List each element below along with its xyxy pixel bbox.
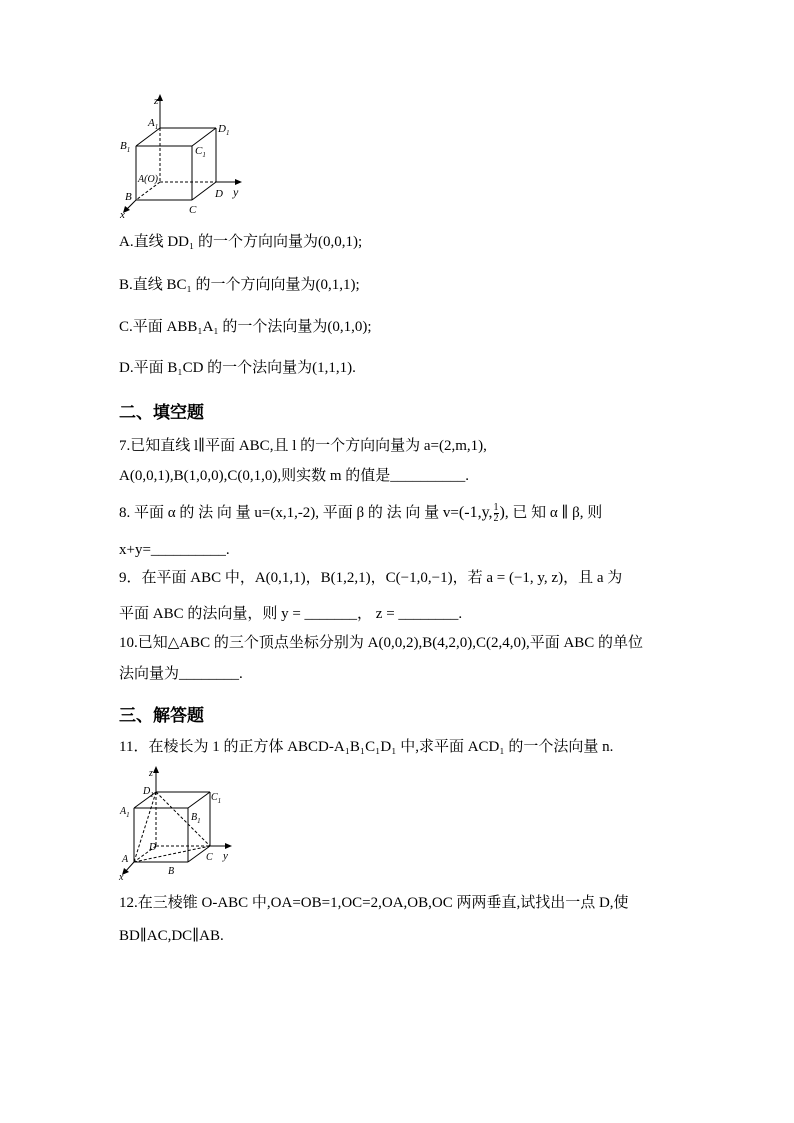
q11-line1: 11．在棱长为 1 的正方体 ABCD-A₁B₁C₁D₁ 中,求平面 ACD₁ 的一个法向量 n. xyxy=(119,739,614,755)
fig2-label-a1: $A_1$ xyxy=(120,806,130,819)
q8-line2: x+y=__________. xyxy=(119,542,230,558)
q8-vector: (-1,y, $\frac{1}{2}$ ) xyxy=(458,502,505,524)
q8-text-start: 8. 平面 α 的 法 向 量 u=(x,1,-2), 平面 β 的 法 向 量 v= xyxy=(119,505,459,522)
fig2-label-d: D xyxy=(149,842,157,853)
option-c: C.平面 ABB₁A₁ 的一个法向量为(0,1,0); xyxy=(119,319,372,335)
section-fill-in-title: 二、填空题 xyxy=(119,403,204,423)
cube-figure-1 xyxy=(112,92,252,222)
q9-line1: 9．在平面 ABC 中，A(0,1,1)，B(1,2,1)，C(−1,0,−1)，若 a = (−1, y, z)，且 a 为 xyxy=(119,570,623,586)
q7-line2: A(0,0,1),B(1,0,0),C(0,1,0),则实数 m 的值是__________. xyxy=(119,468,469,484)
q8-line1 xyxy=(119,503,602,524)
label-c: C xyxy=(189,204,197,216)
x-axis-label: x xyxy=(120,209,125,221)
section-solve-title: 三、解答题 xyxy=(119,706,204,726)
label-d: D xyxy=(215,188,223,200)
fig2-z-axis-label: z xyxy=(149,768,153,779)
option-a: A.直线 DD₁ 的一个方向向量为(0,0,1); xyxy=(119,234,363,250)
label-b: B xyxy=(125,191,132,203)
cube-figure-2 xyxy=(116,764,246,880)
fig2-x-axis-label: x xyxy=(119,872,124,880)
q12-line1: 12.在三棱锥 O-ABC 中,OA=OB=1,OC=2,OA,OB,OC 两两垂直,试找出一点 D,使 xyxy=(119,895,629,911)
fig2-label-c: C xyxy=(206,852,213,863)
fig2-label-b: B xyxy=(168,866,175,877)
q7-line1: 7.已知直线 l∥平面 ABC,且 l 的一个方向向量为 a=(2,m,1), xyxy=(119,438,487,454)
label-a-origin: A(O) xyxy=(138,174,158,185)
label-d1: $D_1$ xyxy=(218,123,230,137)
label-a1: $A_1$ xyxy=(148,117,159,131)
label-b1: $B_1$ xyxy=(120,140,131,154)
fig2-label-a: A xyxy=(122,854,129,865)
y-axis-label: y xyxy=(233,185,239,199)
option-d: D.平面 B₁CD 的一个法向量为(1,1,1). xyxy=(119,360,356,376)
label-c1: $C_1$ xyxy=(195,145,206,159)
q12-line2: BD∥AC,DC∥AB. xyxy=(119,928,224,944)
z-axis-label: z xyxy=(154,95,159,107)
fig2-label-d1: $D_1$ xyxy=(143,786,154,799)
q8-text-end: , 已 知 α ∥ β, 则 xyxy=(504,505,603,522)
fig2-y-axis-label: y xyxy=(223,850,228,862)
q10-line2: 法向量为________. xyxy=(119,666,243,682)
option-b: B.直线 BC₁ 的一个方向向量为(0,1,1); xyxy=(119,277,360,293)
fig2-label-c1: $C_1$ xyxy=(211,792,222,805)
q9-line2: 平面 ABC 的法向量，则 y = _______， z = ________. xyxy=(119,606,463,622)
fig2-label-b1: $B_1$ xyxy=(191,812,201,825)
q10-line1: 10.已知△ABC 的三个顶点坐标分别为 A(0,0,2),B(4,2,0),C(2,4,0),平面 ABC 的单位 xyxy=(119,635,644,651)
